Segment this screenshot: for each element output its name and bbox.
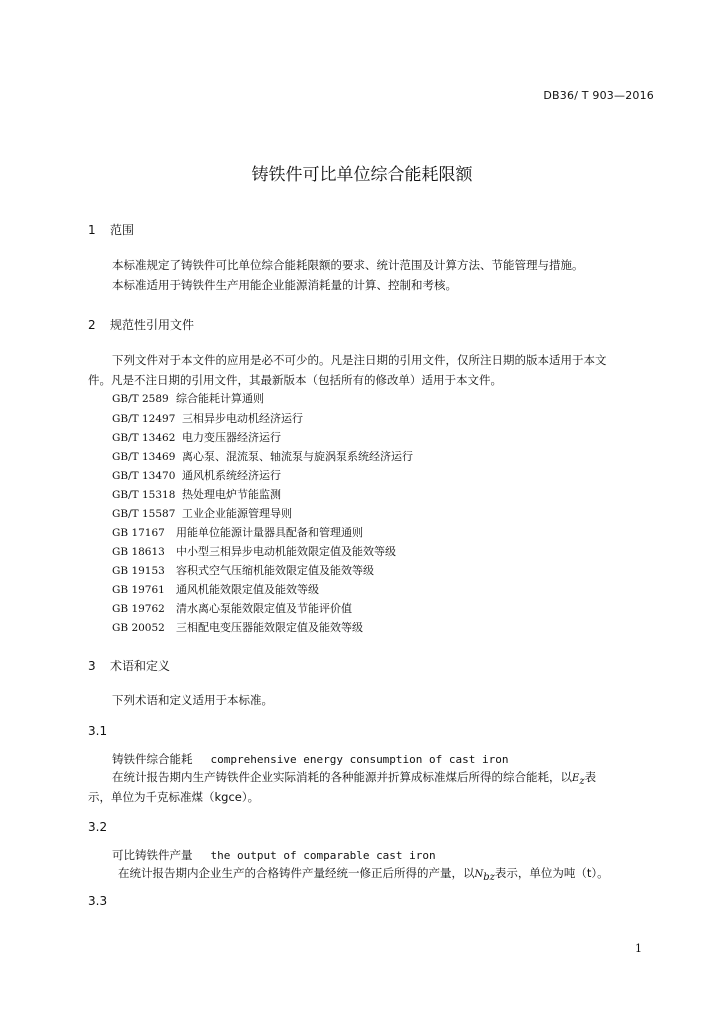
terms-intro: 下列术语和定义适用于本标准。 xyxy=(112,693,273,707)
reference-title: 中小型三相异步电动机能效限定值及能效等级 xyxy=(176,545,396,558)
term-definition xyxy=(118,863,609,888)
reference-item xyxy=(112,543,396,559)
reference-code: GB/T 15318 xyxy=(112,489,176,501)
definition-text: 表示，单位为吨（t）。 xyxy=(494,866,609,880)
symbol: E xyxy=(572,773,580,784)
definition-text: 在统计报告期内企业生产的合格铸件产量经统一修正后所得的产量，以 xyxy=(118,866,475,880)
reference-title: 通风机系统经济运行 xyxy=(182,469,281,482)
reference-code: GB/T 13462 xyxy=(112,432,176,444)
term-entry xyxy=(112,751,509,767)
reference-title: 工业企业能源管理导则 xyxy=(182,507,292,520)
reference-code: GB/T 13469 xyxy=(112,451,176,463)
section-number: 3 xyxy=(88,659,96,673)
symbol-subscript: bz xyxy=(483,872,495,884)
section-title: 术语和定义 xyxy=(110,659,171,673)
reference-item xyxy=(112,524,363,540)
reference-item xyxy=(112,410,303,426)
symbol: N xyxy=(474,869,484,880)
reference-code: GB 18613 xyxy=(112,546,165,558)
reference-title: 综合能耗计算通则 xyxy=(176,392,264,405)
reference-code: GB 19762 xyxy=(112,603,165,615)
definition-text: 在统计报告期内生产铸铁件企业实际消耗的各种能源并折算成标准煤后所得的综合能耗，以 xyxy=(112,770,572,784)
document-title: 铸铁件可比单位综合能耗限额 xyxy=(251,165,473,185)
reference-title: 热处理电炉节能监测 xyxy=(182,488,281,501)
reference-code: GB 17167 xyxy=(112,527,165,539)
section-number: 1 xyxy=(88,223,96,237)
scope-paragraph-2: 本标准适用于铸铁件生产用能企业能源消耗量的计算、控制和考核。 xyxy=(112,278,457,292)
term-english: comprehensive energy consumption of cast iron xyxy=(210,753,509,766)
term-entry xyxy=(112,847,436,863)
reference-code: GB 19761 xyxy=(112,584,165,596)
clause-number: 3.3 xyxy=(88,894,108,908)
section-1-heading xyxy=(88,221,134,238)
reference-item xyxy=(112,429,281,445)
reference-code: GB/T 12497 xyxy=(112,413,176,425)
reference-item xyxy=(112,390,264,406)
reference-code: GB/T 2589 xyxy=(112,393,169,405)
section-title: 范围 xyxy=(110,223,135,237)
reference-title: 通风机能效限定值及能效等级 xyxy=(176,583,319,596)
term-chinese: 铸铁件综合能耗 xyxy=(112,752,193,766)
section-3-heading xyxy=(88,657,170,674)
clause-number: 3.2 xyxy=(88,820,108,834)
reference-code: GB/T 15587 xyxy=(112,508,176,520)
references-intro-line-1: 下列文件对于本文件的应用是必不可少的。凡是注日期的引用文件，仅所注日期的版本适用于本文 xyxy=(112,353,607,367)
section-number: 2 xyxy=(88,318,96,332)
reference-code: GB 19153 xyxy=(112,565,165,577)
references-intro-line-2: 件。凡是不注日期的引用文件，其最新版本（包括所有的修改单）适用于本文件。 xyxy=(88,373,502,387)
reference-item xyxy=(112,619,363,635)
symbol-subscript: z xyxy=(579,776,585,788)
reference-title: 清水离心泵能效限定值及节能评价值 xyxy=(176,602,352,615)
term-english: the output of comparable cast iron xyxy=(210,849,436,862)
reference-item xyxy=(112,600,352,616)
reference-item xyxy=(112,581,319,597)
reference-item xyxy=(112,486,281,502)
definition-text: 表 xyxy=(584,770,597,784)
reference-title: 电力变压器经济运行 xyxy=(182,431,281,444)
reference-item xyxy=(112,562,374,578)
reference-title: 三相异步电动机经济运行 xyxy=(182,412,303,425)
clause-number: 3.1 xyxy=(88,724,108,738)
section-title: 规范性引用文件 xyxy=(110,318,195,332)
reference-item xyxy=(112,505,292,521)
standard-code: DB36/ T 903—2016 xyxy=(543,89,654,102)
term-definition-line-2: 示，单位为千克标准煤（kgce）。 xyxy=(88,790,260,804)
term-chinese: 可比铸铁件产量 xyxy=(112,848,193,862)
reference-item xyxy=(112,448,413,464)
section-2-heading xyxy=(88,316,194,333)
reference-title: 三相配电变压器能效限定值及能效等级 xyxy=(176,621,363,634)
scope-paragraph-1: 本标准规定了铸铁件可比单位综合能耗限额的要求、统计范围及计算方法、节能管理与措施。 xyxy=(112,258,584,272)
reference-title: 容积式空气压缩机能效限定值及能效等级 xyxy=(176,564,374,577)
page-number: 1 xyxy=(635,942,642,955)
reference-title: 用能单位能源计量器具配备和管理通则 xyxy=(176,526,363,539)
reference-code: GB/T 13470 xyxy=(112,470,176,482)
reference-title: 离心泵、混流泵、轴流泵与旋涡泵系统经济运行 xyxy=(182,450,413,463)
reference-item xyxy=(112,467,281,483)
reference-code: GB 20052 xyxy=(112,622,165,634)
